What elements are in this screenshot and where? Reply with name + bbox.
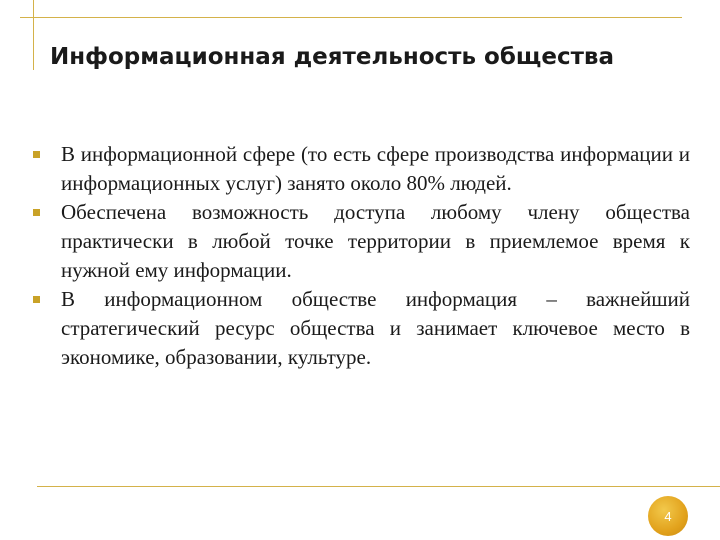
bullet-item	[30, 285, 690, 372]
square-bullet-icon	[33, 209, 40, 216]
bullet-item	[30, 198, 690, 285]
bullet-text: Обеспечена возможность доступа любому члену общества практически в любой точке территории в приемлемое время к нужной ему информации.	[61, 200, 690, 282]
bullet-item	[30, 140, 690, 198]
page-number: 4	[664, 508, 672, 524]
slide-title: Информационная деятельность общества	[50, 44, 614, 70]
bullet-text: В информационном обществе информация – важнейший стратегический ресурс общества и занимает ключевое место в экономике, образовании, культуре.	[61, 287, 690, 369]
bullet-list	[30, 140, 690, 372]
frame-top-line	[20, 17, 682, 18]
bullet-text: В информационной сфере (то есть сфере производства информации и информационных услуг) занято около 80% людей.	[61, 142, 690, 195]
frame-bottom-line	[37, 486, 720, 487]
frame-left-line	[33, 0, 34, 70]
square-bullet-icon	[33, 296, 40, 303]
square-bullet-icon	[33, 151, 40, 158]
page-number-badge	[648, 496, 688, 536]
